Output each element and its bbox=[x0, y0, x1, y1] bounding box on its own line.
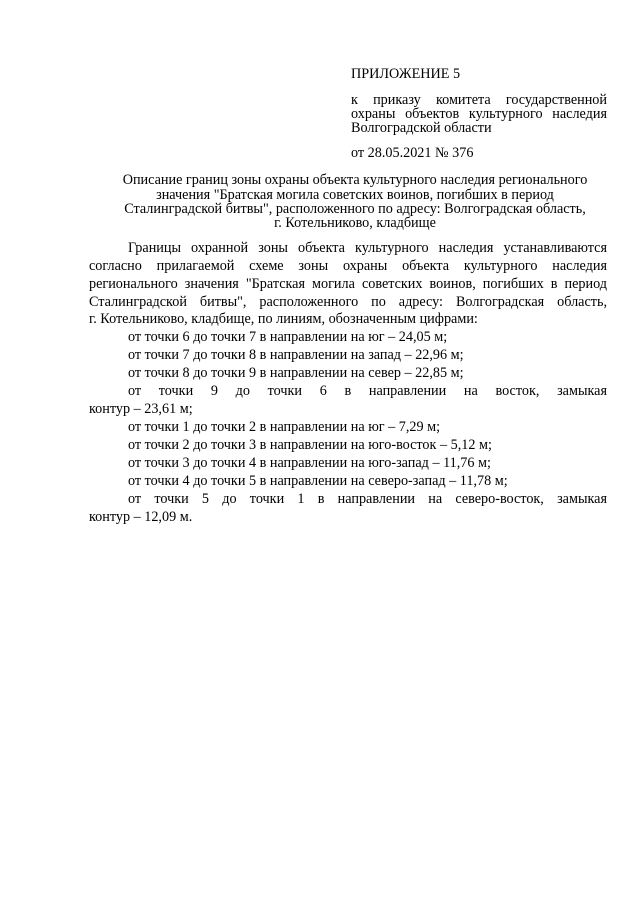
boundary-segment-7-8: от точки 7 до точки 8 в направлении на запад – 22,96 м; bbox=[128, 347, 464, 363]
order-date-number: от 28.05.2021 № 376 bbox=[351, 145, 474, 161]
boundary-segment-9-6-line-2: контур – 23,61 м; bbox=[89, 401, 193, 417]
appendix-heading: ПРИЛОЖЕНИЕ 5 bbox=[351, 66, 461, 82]
intro-paragraph-line-5: г. Котельниково, кладбище, по линиям, обозначенным цифрами: bbox=[89, 311, 478, 327]
intro-paragraph-line-2: согласно прилагаемой схеме зоны охраны объекта культурного наследия bbox=[89, 258, 607, 274]
boundary-segment-5-1-line-2: контур – 12,09 м. bbox=[89, 509, 193, 525]
boundary-segment-5-1-line-1: от точки 5 до точки 1 в направлении на северо-восток, замыкая bbox=[128, 491, 607, 507]
document-title-line-2: значения "Братская могила советских воинов, погибших в период bbox=[156, 187, 554, 203]
order-reference-line-3: Волгоградской области bbox=[351, 120, 492, 136]
document-title-line-3: Сталинградской битвы", расположенного по адресу: Волгоградская область, bbox=[124, 201, 586, 217]
intro-paragraph-line-1: Границы охранной зоны объекта культурного наследия устанавливаются bbox=[128, 240, 607, 256]
boundary-segment-1-2: от точки 1 до точки 2 в направлении на юг – 7,29 м; bbox=[128, 419, 441, 435]
boundary-segment-9-6-line-1: от точки 9 до точки 6 в направлении на восток, замыкая bbox=[128, 383, 607, 399]
order-reference-line-1: к приказу комитета государственной bbox=[351, 92, 607, 108]
intro-paragraph-line-4: Сталинградской битвы", расположенного по адресу: Волгоградская область, bbox=[89, 294, 607, 310]
boundary-segment-2-3: от точки 2 до точки 3 в направлении на юго-восток – 5,12 м; bbox=[128, 437, 492, 453]
document-title-line-1: Описание границ зоны охраны объекта культурного наследия регионального bbox=[122, 172, 588, 188]
boundary-segment-4-5: от точки 4 до точки 5 в направлении на северо-запад – 11,78 м; bbox=[128, 473, 508, 489]
boundary-segment-6-7: от точки 6 до точки 7 в направлении на юг – 24,05 м; bbox=[128, 329, 448, 345]
boundary-segment-3-4: от точки 3 до точки 4 в направлении на юго-запад – 11,76 м; bbox=[128, 455, 491, 471]
document-title-line-4: г. Котельниково, кладбище bbox=[274, 215, 436, 231]
intro-paragraph-line-3: регионального значения "Братская могила советских воинов, погибших в период bbox=[89, 276, 607, 292]
boundary-segment-8-9: от точки 8 до точки 9 в направлении на север – 22,85 м; bbox=[128, 365, 464, 381]
order-reference-line-2: охраны объектов культурного наследия bbox=[351, 106, 607, 122]
